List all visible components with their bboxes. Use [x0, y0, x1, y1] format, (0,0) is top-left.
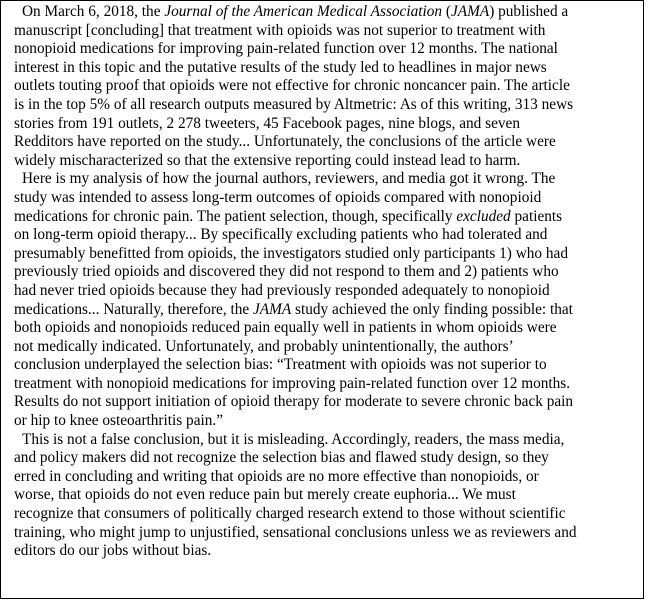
text-line: [6, 486, 644, 505]
text-run: On March 6, 2018, the: [22, 3, 165, 20]
text-line: [6, 226, 644, 245]
text-run: had never tried opioids because they had previously responded adequately to nonopioid: [14, 281, 550, 299]
text-run: conclusion underplayed the selection bias: “Treatment with opioids was not superior to: [14, 356, 547, 374]
text-line: [6, 189, 644, 208]
text-run: recognize that consumers of politically charged research extend to those without scientific: [14, 505, 566, 523]
text-line: [6, 77, 644, 96]
text-run: (: [442, 3, 451, 20]
text-line: [6, 393, 644, 412]
text-run: and policy makers did not recognize the selection bias and flawed study design, so they: [14, 449, 549, 467]
text-run: patients: [510, 207, 563, 225]
text-line: [6, 22, 644, 41]
italic-text: excluded: [456, 207, 511, 225]
text-run: on long-term opioid therapy... By specifically excluding patients who had tolerated and: [14, 226, 548, 244]
paragraph-3: [6, 431, 644, 561]
text-run: nonopioid medications for improving pain-related function over 12 months. The national: [14, 40, 558, 58]
italic-text: Journal of the American Medical Association: [164, 3, 443, 20]
text-run: This is not a false conclusion, but it is misleading. Accordingly, readers, the mass media,: [22, 430, 565, 448]
text-line: [6, 282, 644, 301]
text-run: training, who might jump to unjustified, sensational conclusions unless we as reviewers and: [14, 523, 577, 541]
text-run: treatment with nonopioid medications for improving pain-related function over 12 months.: [14, 374, 571, 392]
text-line: [6, 3, 644, 22]
text-line: [6, 375, 644, 394]
text-line: [6, 263, 644, 282]
text-run: medications for chronic pain. The patient selection, though, specifically: [14, 207, 457, 225]
paragraph-2: [6, 170, 644, 430]
text-run: outlets touting proof that opioids were not effective for chronic noncancer pain. The article: [14, 77, 570, 95]
text-line: [6, 468, 644, 487]
text-run: study achieved the only finding possible: that: [291, 300, 573, 318]
text-run: presumably benefitted from opioids, the investigators studied only participants 1) who had: [14, 244, 568, 262]
text-run: both opioids and nonopioids reduced pain equally well in patients in whom opioids were: [14, 319, 557, 337]
text-line: [6, 170, 644, 189]
italic-text: JAMA: [450, 3, 490, 20]
text-line: [6, 301, 644, 320]
text-run: manuscript [concluding] that treatment with opioids was not superior to treatment with: [14, 21, 546, 39]
text-line: [6, 356, 644, 375]
text-line: [6, 542, 644, 561]
text-line: [6, 449, 644, 468]
text-run: editors do our jobs without bias.: [14, 542, 212, 560]
text-run: medications... Naturally, therefore, the: [14, 300, 253, 318]
text-line: [6, 115, 644, 134]
text-line: [6, 431, 644, 450]
text-line: [6, 338, 644, 357]
text-run: erred in concluding and writing that opioids are no more effective than nonopioids, or: [14, 467, 539, 485]
text-run: Here is my analysis of how the journal authors, reviewers, and media got it wrong. The: [22, 170, 556, 188]
text-run: stories from 191 outlets, 2 278 tweeters, 45 Facebook pages, nine blogs, and seven: [14, 114, 520, 132]
text-line: [6, 505, 644, 524]
text-run: previously tried opioids and discovered they did not respond to them and 2) patients who: [14, 263, 559, 281]
text-run: widely mischaracterized so that the extensive reporting could instead lead to harm.: [14, 151, 521, 169]
text-line: [6, 412, 644, 431]
text-line: [6, 524, 644, 543]
text-line: [6, 40, 644, 59]
text-line: [6, 319, 644, 338]
text-run: study was intended to assess long-term outcomes of opioids compared with nonopioid: [14, 188, 542, 206]
text-run: is in the top 5% of all research outputs measured by Altmetric: As of this writing, 313 news: [14, 95, 574, 113]
text-run: or hip to knee osteoarthritis pain.”: [14, 412, 224, 430]
text-run: ) published a: [489, 3, 569, 20]
text-run: not medically indicated. Unfortunately, and probably unintentionally, the authors’: [14, 337, 514, 355]
text-line: [6, 96, 644, 115]
text-run: interest in this topic and the putative results of the study led to headlines in major news: [14, 58, 547, 76]
article-text: [6, 3, 644, 561]
text-line: [6, 59, 644, 78]
text-line: [6, 133, 644, 152]
text-line: [6, 245, 644, 264]
text-run: worse, that opioids do not even reduce pain but merely create euphoria... We must: [14, 486, 516, 504]
italic-text: JAMA: [253, 300, 292, 318]
text-line: [6, 208, 644, 227]
text-line: [6, 152, 644, 171]
paragraph-1: [6, 3, 644, 170]
text-run: Redditors have reported on the study... Unfortunately, the conclusions of the article were: [14, 133, 556, 151]
text-run: Results do not support initiation of opioid therapy for moderate to severe chronic back pain: [14, 393, 574, 411]
